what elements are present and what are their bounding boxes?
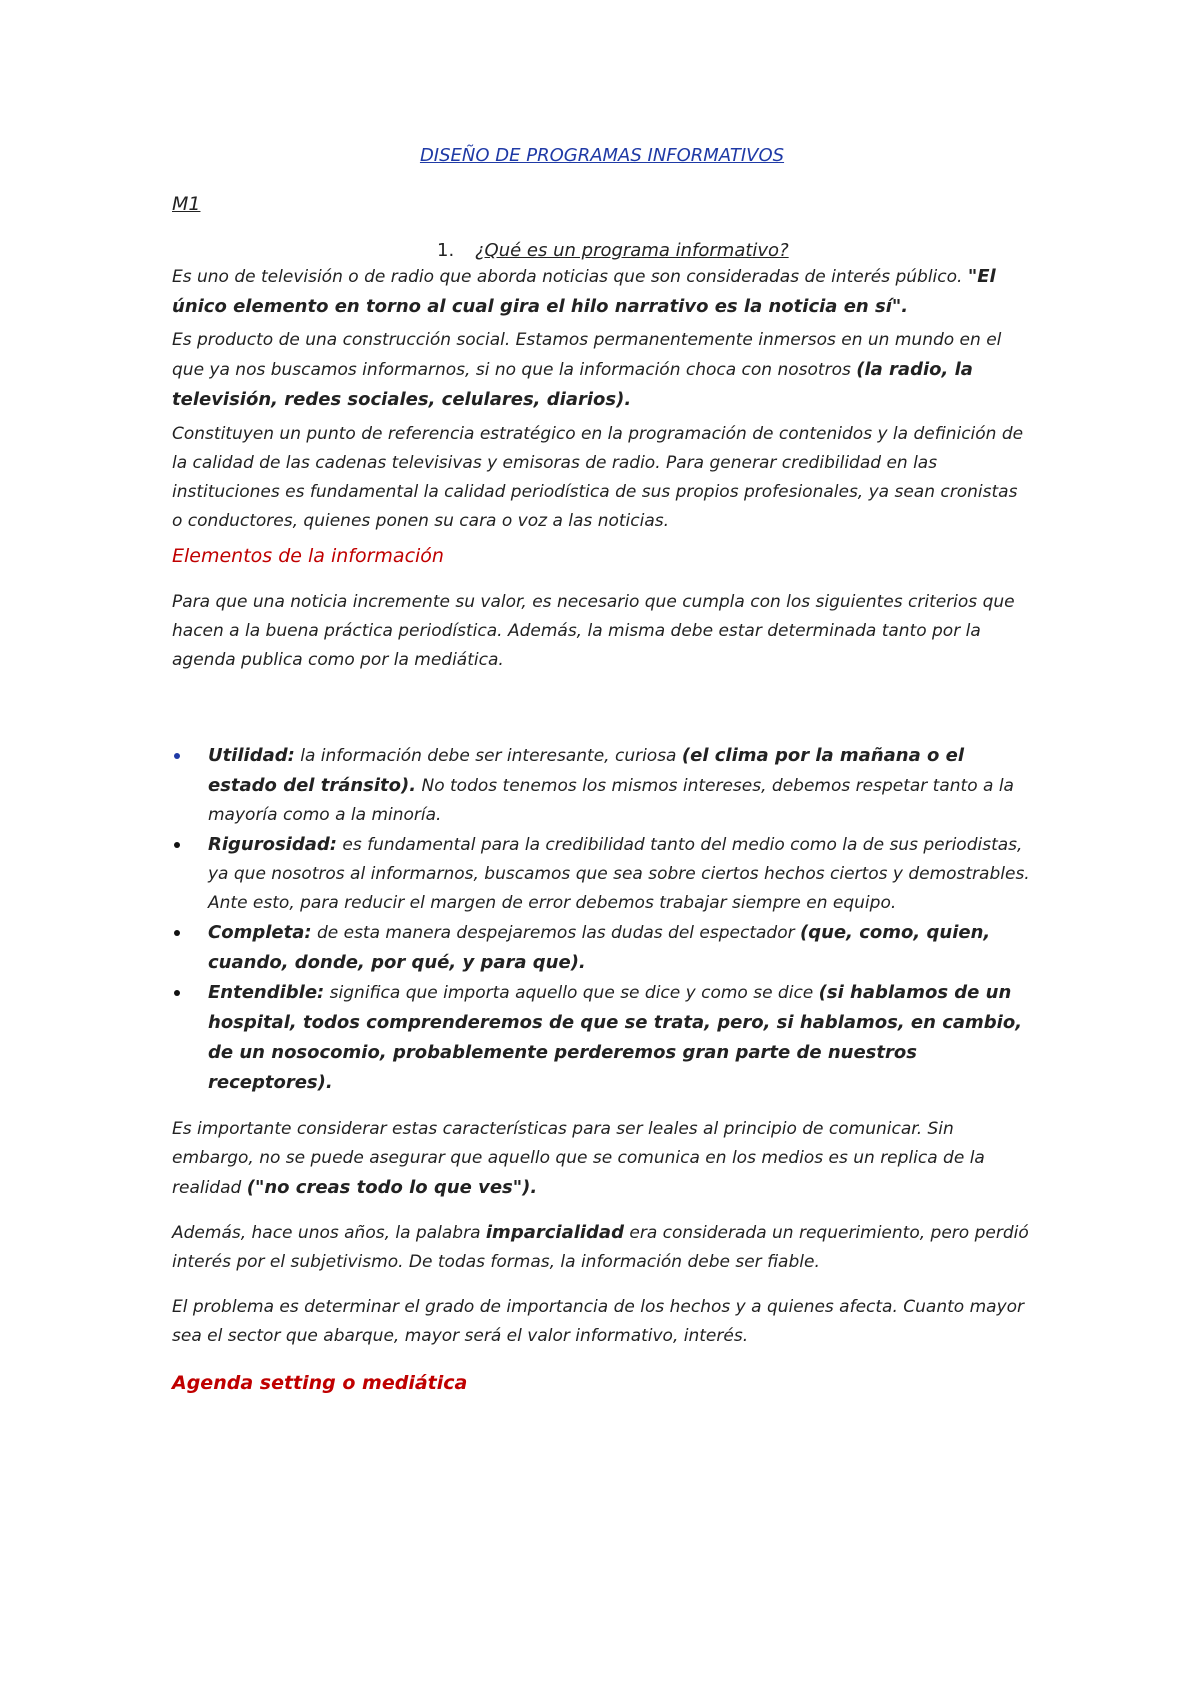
paragraph-bold: imparcialidad	[485, 1222, 624, 1243]
document-title: DISEÑO DE PROGRAMAS INFORMATIVOS	[419, 145, 785, 166]
paragraph-bold: "El único elemento en torno al cual gira el hilo narrativo es la noticia en sí".	[172, 266, 996, 317]
paragraph-definition	[172, 262, 1032, 322]
question-heading	[437, 240, 789, 261]
bullet-text: es fundamental para la credibilidad tanto del medio como la de sus periodistas, ya que nosotros al informarnos, buscamos que sea sobre ciertos hechos ciertos y demostrables. Ante esto, para reducir el margen de error debemos trabajar siempre en equipo.	[208, 835, 1030, 913]
paragraph-text: Además, hace unos años, la palabra	[172, 1223, 486, 1243]
paragraph-text: Es uno de televisión o de radio que aborda noticias que son consideradas de interés público.	[172, 267, 968, 287]
list-item	[172, 918, 1032, 978]
list-item	[172, 830, 1032, 918]
bullet-text: la información debe ser interesante, curiosa	[294, 746, 682, 766]
bullet-bold: (el clima por la mañana o el estado del tránsito).	[208, 745, 965, 796]
list-item	[172, 741, 1032, 830]
bullet-bold: (si hablamos de un hospital, todos comprenderemos de que se trata, pero, si hablamos, en cambio, de un nosocomio, probablemente perderemos gran parte de nuestros receptores).	[208, 982, 1023, 1093]
bullet-text: de esta manera despejaremos las dudas del espectador	[311, 923, 800, 943]
bullet-text: significa que importa aquello que se dice y como se dice	[324, 983, 819, 1003]
bullet-term: Entendible:	[208, 982, 325, 1003]
bullet-tail: No todos tenemos los mismos intereses, debemos respetar tanto a la mayoría como a la minoría.	[208, 776, 1014, 825]
paragraph-characteristics	[172, 1115, 1032, 1203]
bullet-bold: (que, como, quien, cuando, donde, por qué, y para que).	[208, 922, 991, 973]
question-text: ¿Qué es un programa informativo?	[475, 240, 789, 261]
paragraph-importance: El problema es determinar el grado de importancia de los hechos y a quienes afecta. Cuanto mayor sea el sector que abarque, mayor será el valor informativo, interés.	[172, 1297, 1025, 1346]
bullet-term: Utilidad:	[208, 745, 295, 766]
module-label: M1	[172, 193, 201, 215]
paragraph-text: Es producto de una construcción social. Estamos permanentemente inmersos en un mundo en el que ya nos buscamos informarnos, si no que la información choca con nosotros	[172, 330, 1002, 380]
criteria-list	[172, 741, 1032, 1098]
paragraph-bold: (la radio, la televisión, redes sociales, celulares, diarios).	[172, 359, 973, 410]
list-item	[172, 978, 1032, 1098]
bullet-icon	[174, 753, 180, 759]
bullet-icon	[174, 930, 180, 936]
bullet-term: Completa:	[208, 922, 312, 943]
paragraph-text: Es importante considerar estas características para ser leales al principio de comunicar. Sin embargo, no se puede asegurar que aquello que se comunica en los medios es un replica de la realidad	[172, 1119, 985, 1198]
paragraph-criteria: Para que una noticia incremente su valor, es necesario que cumpla con los siguientes criterios que hacen a la buena práctica periodística. Además, la misma debe estar determinada tanto por la agenda publica como por la mediática.	[172, 592, 1015, 670]
section-heading-agenda: Agenda setting o mediática	[172, 1372, 468, 1394]
question-number: 1.	[437, 240, 455, 261]
paragraph-imparcialidad	[172, 1218, 1032, 1277]
bullet-term: Rigurosidad:	[208, 834, 337, 855]
paragraph-social-construction	[172, 326, 1032, 415]
bullet-icon	[174, 842, 180, 848]
bullet-icon	[174, 990, 180, 996]
paragraph-reference: Constituyen un punto de referencia estratégico en la programación de contenidos y la definición de la calidad de las cadenas televisivas y emisoras de radio. Para generar credibilidad en las instituciones es fundamental la calidad periodística de sus propios profesionales, ya sean cronistas o conductores, quienes ponen su cara o voz a las noticias.	[172, 424, 1024, 531]
paragraph-text: era considerada un requerimiento, pero perdió interés por el subjetivismo. De todas formas, la información debe ser fiable.	[172, 1223, 1029, 1272]
paragraph-bold: ("no creas todo lo que ves").	[246, 1177, 538, 1198]
section-heading-elementos: Elementos de la información	[172, 545, 444, 567]
